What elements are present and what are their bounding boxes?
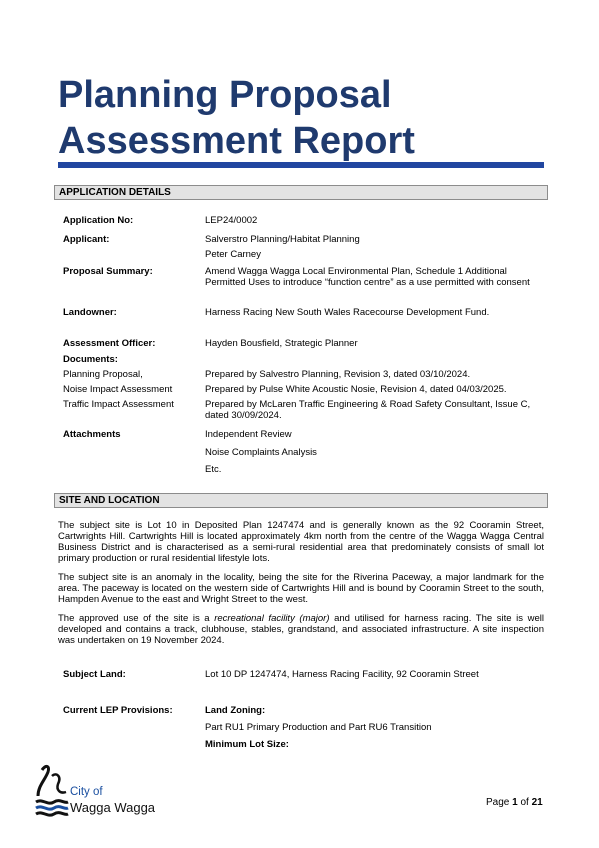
document-name: Traffic Impact Assessment <box>63 399 174 410</box>
site-paragraph-3 <box>58 613 544 646</box>
landowner-label: Landowner: <box>63 307 117 318</box>
attachment-item: Independent Review <box>205 429 292 440</box>
landowner-value: Harness Racing New South Wales Racecourse Development Fund. <box>205 307 490 318</box>
document-name: Planning Proposal, <box>63 369 143 380</box>
page-separator: of <box>517 797 532 808</box>
assessment-officer-label: Assessment Officer: <box>63 338 156 349</box>
site-paragraph-3-italic: recreational facility (major) <box>214 613 330 624</box>
document-name: Noise Impact Assessment <box>63 384 173 395</box>
logo-council-name: Wagga Wagga <box>70 800 156 815</box>
proposal-summary-label: Proposal Summary: <box>63 266 153 277</box>
applicant-line-1: Salverstro Planning/Habitat Planning <box>205 234 360 245</box>
page-current: 1 <box>512 797 518 808</box>
title-underline <box>58 162 544 168</box>
subject-land-value: Lot 10 DP 1247474, Harness Racing Facility, 92 Cooramin Street <box>205 669 479 680</box>
attachments-label: Attachments <box>63 429 121 440</box>
page-number <box>486 797 543 808</box>
application-details-heading: APPLICATION DETAILS <box>54 185 548 200</box>
document-detail: Prepared by McLaren Traffic Engineering & Road Safety Consultant, Issue C, dated 30/09/2024. <box>205 399 531 421</box>
attachment-item: Etc. <box>205 464 222 475</box>
page-prefix: Page <box>486 797 513 808</box>
assessment-officer-value: Hayden Bousfield, Strategic Planner <box>205 338 358 349</box>
site-location-heading: SITE AND LOCATION <box>54 493 548 508</box>
land-zoning-heading: Land Zoning: <box>205 705 266 716</box>
site-paragraph-3-end: and utilised for harness racing. The site is well developed and contains a track, clubhouse, stables, grandstand, and associated infrastructure. A site inspection was undertaken on 19 November 2024. <box>58 613 544 646</box>
subject-land-label: Subject Land: <box>63 669 126 680</box>
document-detail: Prepared by Pulse White Acoustic Nosie, Revision 4, dated 04/03/2025. <box>205 384 507 395</box>
attachment-item: Noise Complaints Analysis <box>205 447 317 458</box>
title-line-2: Assessment Report <box>58 120 415 162</box>
page-total: 21 <box>531 797 543 808</box>
title-line-1: Planning Proposal <box>58 74 392 116</box>
site-paragraph-3-start: The approved use of the site is a <box>58 613 215 624</box>
land-zoning-value: Part RU1 Primary Production and Part RU6 Transition <box>205 722 432 733</box>
applicant-label: Applicant: <box>63 234 110 245</box>
proposal-summary-value: Amend Wagga Wagga Local Environmental Plan, Schedule 1 Additional Permitted Uses to introduce “function centre” as a use permitted with consent <box>205 266 530 288</box>
report-title <box>58 72 415 164</box>
site-paragraph-2: The subject site is an anomaly in the locality, being the site for the Riverina Paceway, a major landmark for the area. The paceway is located on the western side of Cartwrights Hill and is bound by Cooramin Street to the south, Hampden Avenue to the east and Wright Street to the west. <box>58 572 544 605</box>
document-detail: Prepared by Salvestro Planning, Revision 3, dated 03/10/2024. <box>205 369 471 380</box>
application-no-label: Application No: <box>63 215 134 226</box>
logo-city-text: City of <box>70 786 103 798</box>
documents-label: Documents: <box>63 354 118 365</box>
lep-provisions-label: Current LEP Provisions: <box>63 705 173 716</box>
applicant-line-2: Peter Carney <box>205 249 261 260</box>
minimum-lot-size-heading: Minimum Lot Size: <box>205 739 289 750</box>
site-paragraph-1: The subject site is Lot 10 in Deposited Plan 1247474 and is generally known as the 92 Cooramin Street, Cartwrights Hill. Cartwrights Hill is located approximately 4km north from the centre of the Wagga Wagga Central Business District and is characterised as a semi-rural residential area that predominately consists of small lot primary production or rural residential lifestyle lots. <box>58 520 544 564</box>
application-no-value: LEP24/0002 <box>205 215 258 226</box>
